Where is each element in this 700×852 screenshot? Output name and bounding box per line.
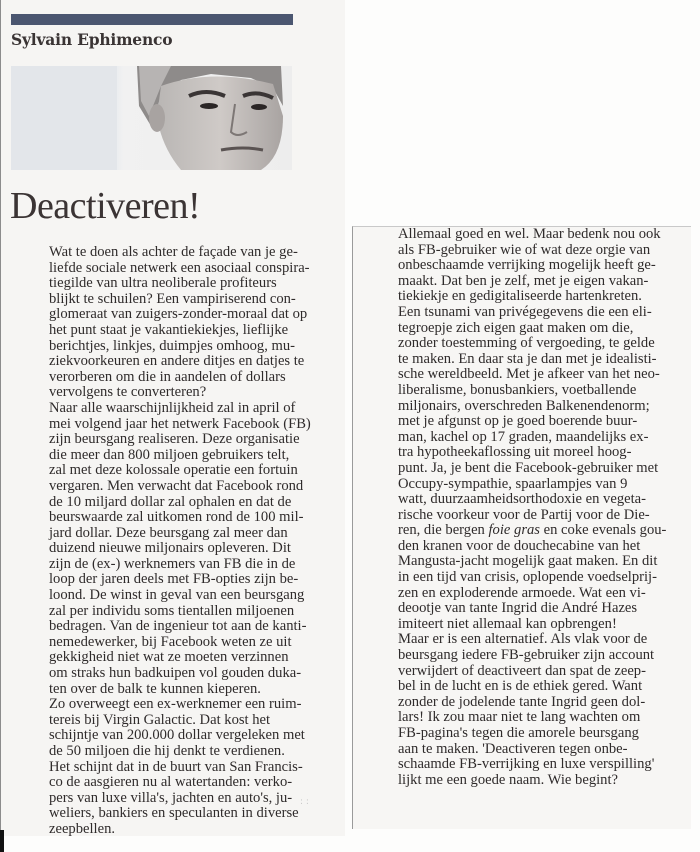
text-line: tiekiekje en gedigitaliseerde hartenkreten. [398,288,642,305]
text-line: lijkt me een goede naam. Wie begint? [398,771,618,788]
text-line: jard dollar. Deze beursgang zal meer dan [49,524,288,541]
text-line: met je afgunst op je goed boerende buur- [398,413,638,430]
text-line: aan te maken. 'Deactiveren tegen onbe- [398,740,628,757]
text-line: blijkt te schuilen? Een vampiriserend con- [49,290,296,307]
text-line: zen en exploderende armoede. Wat een vi- [398,584,646,601]
text-line: Maar er is een alternatief. Als vlak voor de [398,631,648,648]
text-line: liberalisme, bonusbankiers, voetballende [398,381,637,398]
text-line: co de aasgieren nu al watertanden: verko- [49,774,293,791]
text-line: miljonairs, overschreden Balkenendenorm; [398,397,650,414]
text-line: Zo overweegt een ex-werknemer een ruim- [49,696,302,713]
text-line: bedragen. Van de ingenieur tot aan de kanti- [49,618,307,635]
text-segment: ren, die bergen [398,522,489,539]
text-line: de 50 miljoen die hij denkt te verdienen. [49,743,285,759]
text-line: tra hypotheekaflossing uit moreel hoog- [398,444,632,461]
text-line: beursgang iedere FB-gebruiker zijn account [398,647,655,664]
text-line: imiteert niet allemaal kan opbrengen! [398,615,617,632]
text-line: ten over de balk te kunnen kieperen. [49,680,261,697]
text-line: Wat te doen als achter de façade van je ge- [49,244,298,260]
text-line: berichtjes, linkjes, duimpjes omhoog, mu- [49,337,296,354]
italic-phrase: foie gras [488,522,540,539]
text-line: bel in de lucht en is de ethiek gered. Want [398,678,643,695]
text-line: zal per individu soms tientallen miljoenen [49,602,295,619]
text-line: zonder toestemming of vergoeding, te gelde [398,335,655,352]
text-line: onbeschaamde verrijking mogelijk heeft ge- [398,257,656,274]
text-line: tereis bij Virgin Galactic. Dat kost het [49,711,271,728]
text-line: pers van luxe villa's, jachten en auto's, ju- [49,789,293,806]
text-line: Het schijnt dat in de buurt van San Francis- [49,758,303,775]
columnist-photo [11,66,292,170]
portrait-illustration [11,66,292,170]
text-line: FB-pagina's tegen die amorele beursgang [398,725,639,741]
text-line: lars! Ik zou maar niet te lang wachten om [398,709,641,726]
text-line: zonder de jodelende tante Ingrid geen dol- [398,693,646,710]
text-line: weliers, bankiers en speculanten in diverse [49,805,299,822]
text-line: die meer dan 800 miljoen gebruikers telt, [49,446,290,463]
text-line: deootje van tante Ingrid die André Hazes [398,600,638,617]
text-segment: en coke evenals gou- [539,522,667,539]
text-line: den kranen voor de douchecabine van het [398,537,641,554]
text-line: te maken. En daar sta je dan met je idealisti- [398,350,657,367]
text-line: de 10 miljard dollar zal ophalen en dat de [49,493,292,510]
text-line: zijn beursgang realiseren. Deze organisatie [49,431,300,448]
text-line: verorberen om die in aandelen of dollars [49,368,286,385]
text-line: Naar alle waarschijnlijkheid zal in april of [49,399,296,416]
article-column-left [49,245,311,838]
text-line: zeepbellen. [49,820,116,837]
text-line [398,523,666,539]
text-line: Allemaal goed en wel. Maar bedenk nou ook [398,226,661,242]
text-line: gekkigheid niet wat ze moeten verzinnen [49,649,289,666]
text-line: schijntje van 200.000 dollar vergeleken met [49,727,305,744]
columnist-name: Sylvain Ephimenco [11,30,173,49]
text-line: verwijdert of deactiveert dan spat de zeep- [398,662,646,679]
text-line: maakt. Dat ben je zelf, met je eigen vakan- [398,272,649,289]
text-line: watt, duurzaamheidsorthodoxie en vegeta- [398,491,647,508]
text-line: glomeraat van zuigers-zonder-moraal dat op [49,306,308,323]
text-line: Mangusta-jacht mogelijk gaat maken. En dit [398,553,658,570]
text-line: Een tsunami van privégegevens die een eli- [398,303,652,320]
text-line: het punt staat je vakantiekiekjes, lieflijke [49,321,289,338]
text-line: Occupy-sympathie, spaarlampjes van 9 [398,475,628,492]
text-line: als FB-gebruiker wie of wat deze orgie van [398,241,651,258]
text-line: man, kachel op 17 graden, maandelijks ex- [398,428,649,445]
article-title: Deactiveren! [10,185,201,227]
text-line: om straks hun badkuipen vol gouden duka- [49,665,302,682]
text-line: ziekvoorkeuren en andere ditjes en datjes te [49,353,305,370]
text-line: tiegilde van ultra neoliberale profiteurs [49,275,277,292]
article-column-right [398,227,666,788]
text-line: loond. De winst in geval van een beursgang [49,587,305,604]
text-line: schaamde FB-verrijking en luxe verspilling' [398,756,655,773]
text-line: punt. Ja, je bent die Facebook-gebruiker met [398,459,659,476]
text-line: tegroepje zich eigen gaat maken om die, [398,319,634,336]
text-line: zal met deze kolossale operatie een fortuin [49,462,298,479]
text-line: sche wereldbeeld. Met je afkeer van het neo- [398,366,660,383]
text-line: duizend nieuwe miljonairs opleveren. Dit [49,540,291,557]
text-line: mei volgend jaar het netwerk Facebook (FB) [49,415,311,432]
text-line: loop der jaren deels met FB-opties zijn be- [49,571,299,588]
text-line: rische voorkeur voor de Partij voor de Die- [398,506,650,523]
text-line: zijn de (ex-) werknemers van FB die in de [49,555,296,572]
scan-specks: : : [300,797,309,807]
text-line: beurswaarde zal uitkomen rond de 100 mil- [49,509,304,526]
scan-edge [0,830,4,852]
column-header-bar [11,14,293,25]
text-line: nemedewerker, bij Facebook weten ze uit [49,633,292,650]
text-line: vergaren. Men verwacht dat Facebook rond [49,477,304,494]
text-line: liefde sociale netwerk een asociaal conspira- [49,259,310,276]
text-line: in een tijd van crisis, oplopende voedselprij- [398,569,657,586]
text-line: vervolgens te converteren? [49,384,207,401]
